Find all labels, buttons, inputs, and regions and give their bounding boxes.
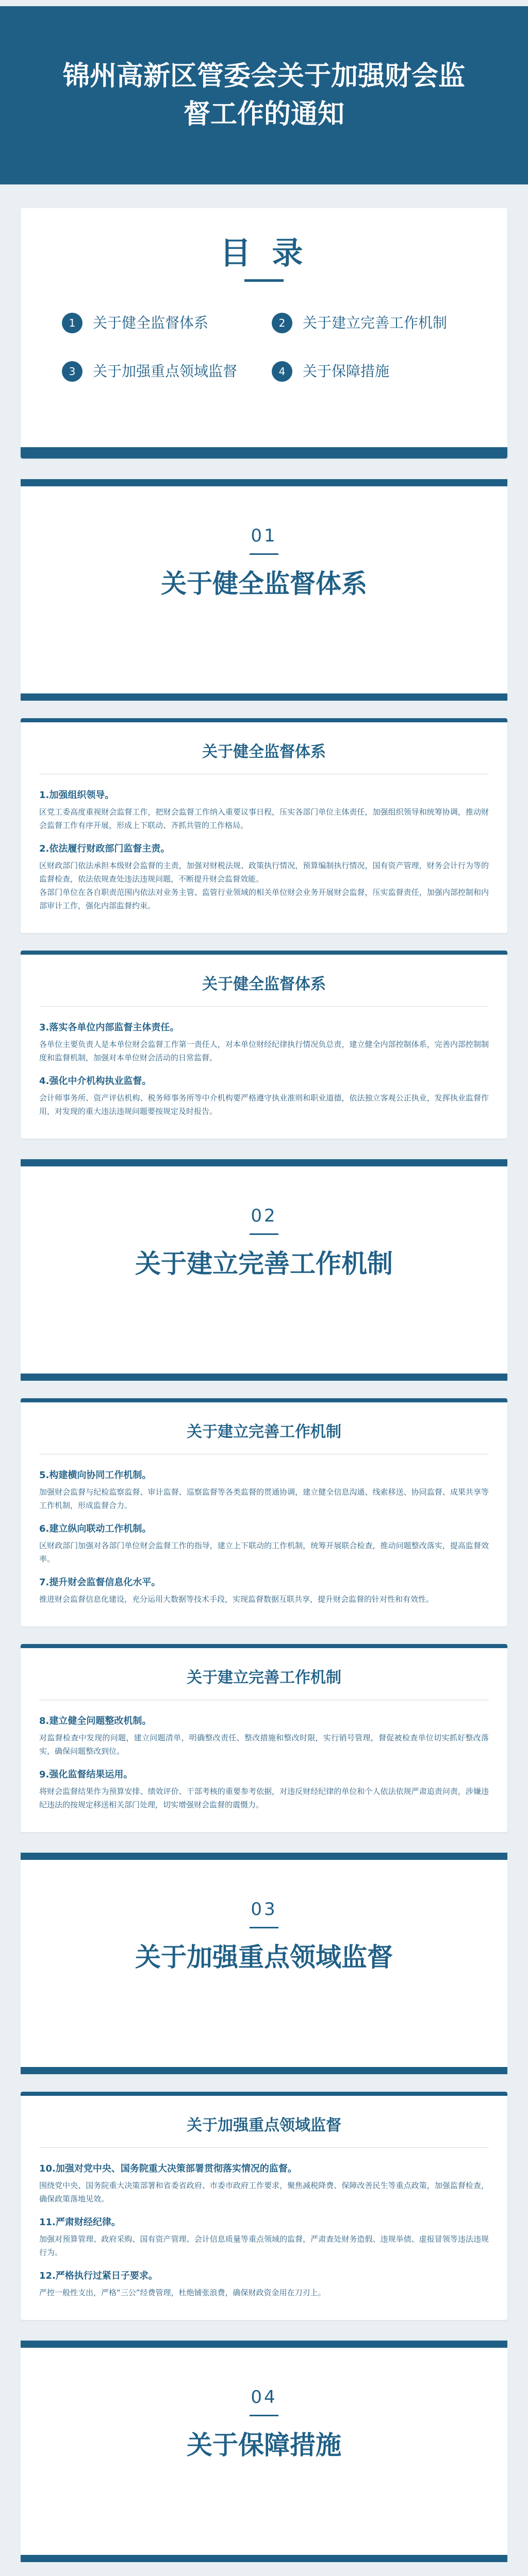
clause-heading: 11.严肃财经纪律。 <box>39 2217 121 2228</box>
divider-inner <box>21 526 507 603</box>
card-heading: 关于健全监督体系 <box>202 743 326 761</box>
clause-text: 各单位主要负责人是本单位财会监督工作第一责任人，对本单位财经纪律执行情况负总责，建立健全内部控制体系，完善内部控制制度和监督机制，加强对本单位财会活动的日常监督。 <box>39 1040 489 1062</box>
section-number: 03 <box>251 1899 277 1920</box>
clause-heading: 4.强化中介机构执业监督。 <box>39 1076 152 1087</box>
content-card <box>21 1644 507 1832</box>
toc-item-label: 关于保障措施 <box>303 363 390 380</box>
divider-inner <box>21 2387 507 2465</box>
divider-band-bottom <box>21 1374 507 1381</box>
clause-text: 区党工委高度重视财会监督工作，把财会监督工作纳入重要议事日程，压实各部门单位主体责任，加强组织领导和统筹协调，推动财会监督工作有序开展，形成上下联动、齐抓共管的工作格局。 <box>39 807 489 830</box>
divider-inner <box>21 1206 507 1283</box>
toc-grid <box>21 282 507 382</box>
card-top-bar <box>21 951 507 955</box>
card-heading: 关于健全监督体系 <box>202 975 326 993</box>
clause-text: 推进财会监督信息化建设，充分运用大数据等技术手段，实现监督数据互联共享，提升财会监督的针对性和有效性。 <box>39 1595 434 1604</box>
content-card <box>21 2092 507 2320</box>
section-number: 01 <box>251 526 277 546</box>
clause-text: 严控一般性支出，严格“三公”经费管理，杜绝铺张浪费，确保财政资金用在刀刃上。 <box>39 2288 326 2297</box>
card-heading: 关于加强重点领域监督 <box>187 2116 341 2134</box>
clause-heading: 12.严格执行过紧日子要求。 <box>39 2270 158 2281</box>
clause-heading: 2.依法履行财政部门监督主责。 <box>39 843 170 854</box>
toc-item-2[interactable] <box>272 313 466 333</box>
toc-item-label: 关于建立完善工作机制 <box>303 314 448 331</box>
section-title: 关于保障措施 <box>187 2430 341 2460</box>
card-bottom-bar <box>21 447 507 459</box>
clause-text: 各部门单位在各自职责范围内依法对业务主管、监管行业领域的相关单位财会业务开展财会监督，压实监督责任，加强内部控制和内部审计工作，强化内部监督约束。 <box>39 888 489 910</box>
content-card <box>21 951 507 1139</box>
divider-band-bottom <box>21 2067 507 2074</box>
clause-heading: 5.构建横向协同工作机制。 <box>39 1470 152 1481</box>
document-title: 锦州高新区管委会关于加强财会监督工作的通知 <box>62 61 465 130</box>
divider-band-bottom <box>21 2555 507 2562</box>
section-divider <box>21 479 507 701</box>
clause-text: 会计师事务所、资产评估机构、税务师事务所等中介机构要严格遵守执业准则和职业道德，依法独立客观公正执业，发挥执业监督作用，对发现的重大违法违规问题要按规定及时报告。 <box>39 1093 489 1116</box>
clause-heading: 7.提升财会监督信息化水平。 <box>39 1577 161 1588</box>
toc-item-1[interactable] <box>62 313 256 333</box>
divider-band-top <box>21 1853 507 1860</box>
toc-item-label: 关于健全监督体系 <box>93 314 209 331</box>
card-heading-rule <box>39 2147 489 2148</box>
toc-item-4[interactable] <box>272 361 466 382</box>
clause-text: 区财政部门加强对各部门单位财会监督工作的指导，建立上下联动的工作机制，统筹开展联合检查，推动问题整改落实，提高监督效率。 <box>39 1541 489 1564</box>
section-divider <box>21 1159 507 1381</box>
content-card <box>21 718 507 933</box>
clause-heading: 1.加强组织领导。 <box>39 790 114 801</box>
toc-item-3[interactable] <box>62 361 256 382</box>
card-top-bar <box>21 2092 507 2096</box>
card-heading: 关于建立完善工作机制 <box>187 1669 341 1687</box>
title-banner <box>0 0 528 191</box>
card-top-bar <box>21 718 507 722</box>
clause-text: 对监督检查中发现的问题，建立问题清单，明确整改责任、整改措施和整改时限，实行销号管理，督促被检查单位切实抓好整改落实，确保问题整改到位。 <box>39 1733 489 1756</box>
toc-item-label: 关于加强重点领域监督 <box>93 363 238 380</box>
card-heading-rule <box>39 1006 489 1007</box>
clause-text: 加强对预算管理、政府采购、国有资产管理、会计信息质量等重点领域的监督，严肃查处财务造假、违规举债、虚报冒领等违法违规行为。 <box>39 2234 489 2257</box>
section-number: 02 <box>251 1206 277 1226</box>
section-number-underline <box>250 1927 278 1928</box>
section-divider <box>21 2341 507 2562</box>
content-card <box>21 1398 507 1626</box>
section-title: 关于加强重点领域监督 <box>135 1942 393 1972</box>
clause-heading: 6.建立纵向联动工作机制。 <box>39 1523 152 1534</box>
clause-text: 将财会监督结果作为预算安排、绩效评价、干部考核的重要参考依据，对违反财经纪律的单位和个人依法依规严肃追责问责，涉嫌违纪违法的按规定移送相关部门处理，切实增强财会监督的震慑力。 <box>39 1787 489 1809</box>
divider-inner <box>21 1899 507 1977</box>
section-number-underline <box>250 1233 278 1235</box>
toc-number-badge: 4 <box>272 361 292 382</box>
section-number-underline <box>250 553 278 555</box>
toc-number-badge: 3 <box>62 361 82 382</box>
divider-band-top <box>21 2341 507 2348</box>
table-of-contents <box>21 208 507 459</box>
section-title: 关于健全监督体系 <box>161 569 367 599</box>
clause-text: 加强财会监督与纪检监察监督、审计监督、巡察监督等各类监督的贯通协调，建立健全信息沟通、线索移送、协同监督、成果共享等工作机制，形成监督合力。 <box>39 1487 489 1510</box>
clause-text: 区财政部门依法承担本级财会监督的主责，加强对财税法规、政策执行情况，预算编制执行情况，国有资产管理，财务会计行为等的监督检查，依法依规查处违法违规问题，不断提升财会监督效能。 <box>39 861 489 884</box>
section-title: 关于建立完善工作机制 <box>135 1249 393 1279</box>
clause-text: 围绕党中央、国务院重大决策部署和省委省政府、市委市政府工作要求，聚焦减税降费、保障改善民生等重点政策，加强监督检查，确保政策落地见效。 <box>39 2181 489 2204</box>
toc-heading: 目 录 <box>220 235 308 272</box>
clause-heading: 8.建立健全问题整改机制。 <box>39 1716 152 1726</box>
divider-band-top <box>21 1159 507 1166</box>
card-top-bar <box>21 1644 507 1648</box>
card-heading: 关于建立完善工作机制 <box>187 1423 341 1441</box>
clause-heading: 10.加强对党中央、国务院重大决策部署贯彻落实情况的监督。 <box>39 2163 297 2174</box>
sections-container <box>0 479 528 2576</box>
toc-number-badge: 1 <box>62 313 82 333</box>
divider-band-top <box>21 479 507 486</box>
clause-heading: 9.强化监督结果运用。 <box>39 1769 133 1780</box>
section-divider <box>21 1853 507 2074</box>
card-top-bar <box>21 1398 507 1402</box>
toc-number-badge: 2 <box>272 313 292 333</box>
clause-heading: 3.落实各单位内部监督主体责任。 <box>39 1022 179 1033</box>
divider-band-bottom <box>21 693 507 701</box>
section-number: 04 <box>251 2387 277 2408</box>
section-number-underline <box>250 2415 278 2416</box>
